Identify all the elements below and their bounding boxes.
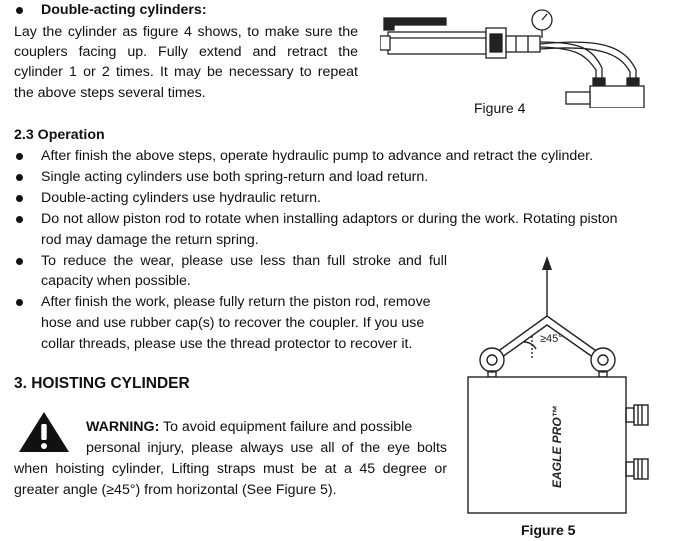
- bullet-icon: [16, 7, 23, 14]
- hoisting-heading: 3. HOISTING CYLINDER: [14, 375, 190, 392]
- warning-line-2: personal injury, please always use all of the eye bolts: [86, 440, 447, 456]
- bullet-icon: [16, 258, 23, 265]
- bullet-icon: [16, 174, 23, 181]
- warning-line-4: greater angle (≥45°) from horizontal (See Figure 5).: [14, 482, 337, 498]
- figure-5-diagram: [462, 250, 662, 520]
- figure-4-caption: Figure 4: [474, 100, 526, 116]
- figure-5-caption: Figure 5: [521, 522, 576, 538]
- warning-line-1-text: To avoid equipment failure and possible: [159, 419, 413, 435]
- double-acting-heading: Double-acting cylinders:: [41, 2, 207, 18]
- double-acting-line-3: cylinder 1 or 2 times. It may be necessary to repeat: [14, 64, 358, 80]
- operation-bullet-6-line-3: collar threads, please use the thread protector to recover it.: [41, 336, 413, 352]
- operation-bullet-4-line-1: Do not allow piston rod to rotate when installing adaptors or during the work. Rotating piston: [41, 211, 618, 227]
- bullet-icon: [16, 195, 23, 202]
- bullet-icon: [16, 153, 23, 160]
- warning-triangle-icon: [18, 411, 70, 453]
- bullet-icon: [16, 299, 23, 306]
- double-acting-line-2: couplers facing up. Fully extend and retract the: [14, 44, 358, 60]
- bullet-icon: [16, 216, 23, 223]
- figure-4-diagram: [380, 8, 660, 108]
- operation-bullet-5-line-2: capacity when possible.: [41, 273, 191, 289]
- double-acting-line-1: Lay the cylinder as figure 4 shows, to make sure the: [14, 24, 358, 40]
- brand-logo-text: EAGLE PRO™: [550, 405, 564, 488]
- operation-bullet-4-line-2: rod may damage the return spring.: [41, 232, 259, 248]
- operation-bullet-6-line-1: After finish the work, please fully return the piston rod, remove: [41, 294, 431, 310]
- operation-bullet-2: Single acting cylinders use both spring-return and load return.: [41, 169, 429, 185]
- double-acting-line-4: the above steps several times.: [14, 85, 206, 101]
- operation-bullet-3: Double-acting cylinders use hydraulic return.: [41, 190, 321, 206]
- warning-line-1: [86, 417, 447, 437]
- operation-bullet-1: After finish the above steps, operate hydraulic pump to advance and retract the cylinder.: [41, 148, 594, 164]
- arrow-up-icon: [542, 256, 552, 270]
- warning-label: WARNING:: [86, 419, 160, 435]
- angle-label: ≥45°: [540, 333, 563, 345]
- operation-bullet-6-line-2: hose and use rubber cap(s) to recover the coupler. If you use: [41, 315, 425, 331]
- operation-heading: 2.3 Operation: [14, 127, 105, 143]
- operation-bullet-5-line-1: To reduce the wear, please use less than full stroke and full: [41, 253, 447, 269]
- warning-line-3: when hoisting cylinder, Lifting straps must be at a 45 degree or: [14, 461, 447, 477]
